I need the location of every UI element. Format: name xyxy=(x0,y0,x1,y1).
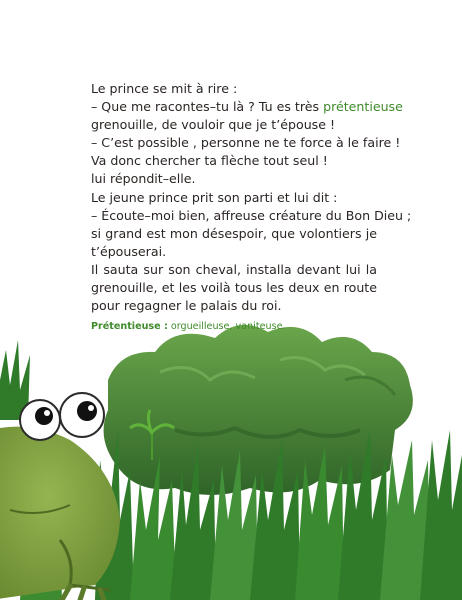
story-line: Va donc chercher ta flèche tout seul ! xyxy=(91,153,328,169)
story-line: Il sauta sur son cheval, installa devant lui la xyxy=(91,261,377,277)
glossary-definition: orgueilleuse, vaniteuse. xyxy=(167,321,286,333)
story-line xyxy=(91,98,403,116)
story-text xyxy=(91,80,412,333)
glossary-term: Prétentieuse : xyxy=(91,321,168,333)
story-line: grenouille, et les voilà tous les deux en route xyxy=(91,280,377,296)
highlighted-word: prétentieuse xyxy=(323,99,403,115)
frog-character xyxy=(0,393,120,600)
story-line: grenouille, de vouloir que je t’épouse ! xyxy=(91,117,336,133)
story-line: pour regagner le palais du roi. xyxy=(91,298,282,314)
story-line: lui répondit–elle. xyxy=(91,171,196,187)
story-line: Le jeune prince prit son parti et lui dit : xyxy=(91,189,338,205)
story-line: t’épouserai. xyxy=(91,243,167,259)
story-line: Le prince se mit à rire : xyxy=(91,81,238,96)
glossary-note xyxy=(91,320,377,333)
story-line: – Écoute–moi bien, affreuse créature du Bon Dieu ; xyxy=(91,207,412,223)
story-line: si grand est mon désespoir, que volontiers je xyxy=(91,225,377,241)
story-line-text: – Que me racontes–tu là ? Tu es très xyxy=(91,99,324,115)
story-line: – C’est possible , personne ne te force à le faire ! xyxy=(91,135,401,151)
